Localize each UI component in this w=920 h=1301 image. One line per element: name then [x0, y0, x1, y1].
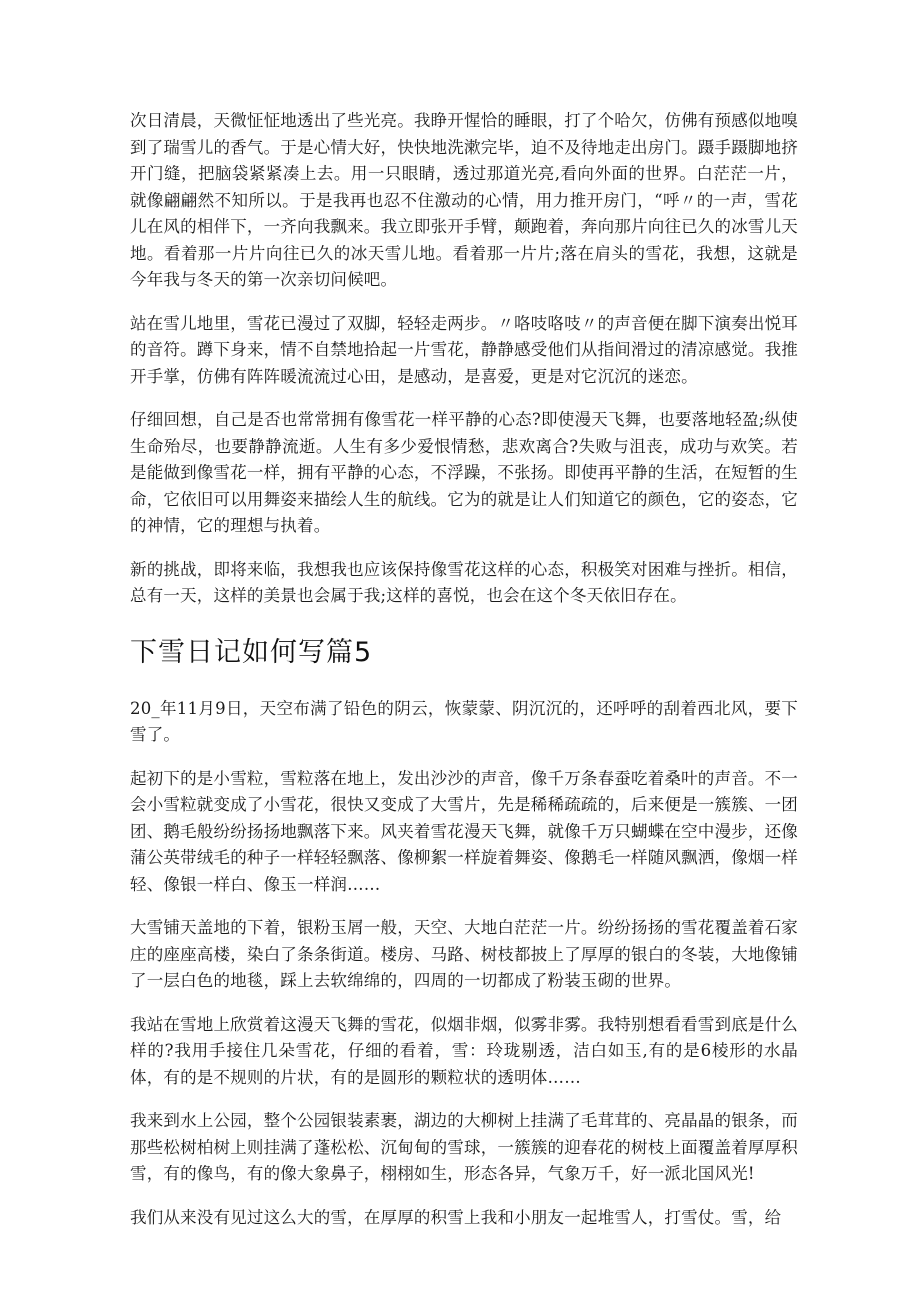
section-heading: 下雪日记如何写篇5 [130, 636, 373, 668]
paragraph-standing-in-snow: 站在雪儿地里，雪花已漫过了双脚，轻轻走两步。〃咯吱咯吱〃的声音便在脚下演奏出悦耳的音符。蹲下身来，情不自禁地拾起一片雪花，静静感受他们从指间滑过的清凉感觉。我推开手掌，仿佛有阵阵暖流流过心田，是感动，是喜爱，更是对它沉沉的迷恋。 [130, 313, 798, 386]
paragraph-snowman: 我们从来没有见过这么大的雪，在厚厚的积雪上我和小朋友一起堆雪人，打雪仗。雪，给 [130, 1207, 782, 1227]
paragraph-date: 20_年11月9日，天空布满了铅色的阴云，恢蒙蒙、阴沉沉的，还呼呼的刮着西北风，要下雪了。 [130, 698, 798, 744]
document-page [130, 108, 798, 1231]
paragraph-heavy-snow: 大雪铺天盖地的下着，银粉玉屑一般，天空、大地白茫茫一片。纷纷扬扬的雪花覆盖着石家庄的座座高楼，染白了条条街道。楼房、马路、树枝都披上了厚厚的银白的冬装，大地像铺了一层白色的地毯，踩上去软绵绵的，四周的一切都成了粉装玉砌的世界。 [130, 918, 798, 990]
paragraph-park: 我来到水上公园，整个公园银装素裹，湖边的大柳树上挂满了毛茸茸的、亮晶晶的银条，而那些松树柏树上则挂满了蓬松松、沉甸甸的雪球，一簇簇的迎春花的树枝上面覆盖着厚厚积雪，有的像鸟，有的像大象鼻子，栩栩如生，形态各异，气象万千，好一派北国风光! [130, 1111, 798, 1183]
paragraph-watching-snow: 我站在雪地上欣赏着这漫天飞舞的雪花，似烟非烟，似雾非雾。我特别想看看雪到底是什么样的?我用手接住几朵雪花，仔细的看着，雪：玲珑剔透，洁白如玉,有的是6棱形的水晶体，有的是不规则的片状，有的是圆形的颗粒状的透明体…… [130, 1014, 798, 1087]
paragraph-first-snow: 起初下的是小雪粒，雪粒落在地上，发出沙沙的声音，像千万条春蚕吃着桑叶的声音。不一会小雪粒就变成了小雪花，很快又变成了大雪片，先是稀稀疏疏的，后来便是一簇簇、一团团、鹅毛般纷纷扬扬地飘落下来。风夹着雪花漫天飞舞，就像千万只蝴蝶在空中漫步，还像蒲公英带绒毛的种子一样轻轻飘落、像柳絮一样旋着舞姿、像鹅毛一样随风飘洒，像烟一样轻、像银一样白、像玉一样润…… [130, 768, 798, 894]
paragraph-new-challenge: 新的挑战，即将来临，我想我也应该保持像雪花这样的心态，积极笑对困难与挫折。相信，总有一天，这样的美景也会属于我;这样的喜悦，也会在这个冬天依旧存在。 [130, 559, 798, 605]
paragraph-reflection: 仔细回想，自己是否也常常拥有像雪花一样平静的心态?即使漫天飞舞，也要落地轻盈;纵使生命殆尽，也要静静流逝。人生有多少爱恨情愁，悲欢离合?失败与沮丧，成功与欢笑。若是能做到像雪花一样，拥有平静的心态，不浮躁，不张扬。即使再平静的生活，在短暂的生命，它依旧可以用舞姿来描绘人生的航线。它为的就是让人们知道它的颜色，它的姿态，它的神情，它的理想与执着。 [130, 410, 798, 535]
paragraph-morning: 次日清晨，天微怔怔地透出了些光亮。我睁开惺恰的睡眼，打了个哈欠，仿佛有预感似地嗅到了瑞雪儿的香气。于是心情大好，快快地洗漱完毕，迫不及待地走出房门。蹑手蹑脚地挤开门缝，把脑袋紧紧凑上去。用一只眼睛，透过那道光亮,看向外面的世界。白茫茫一片，就像翩翩然不知所以。于是我再也忍不住激动的心情，用力推开房门，“呼〃的一声，雪花儿在风的相伴下，一齐向我飘来。我立即张开手臂，颠跑着，奔向那片向往已久的冰雪儿天地。看着那一片片向往已久的冰天雪儿地。看着那一片片;落在肩头的雪花，我想，这就是今年我与冬天的第一次亲切问候吧。 [130, 111, 798, 289]
